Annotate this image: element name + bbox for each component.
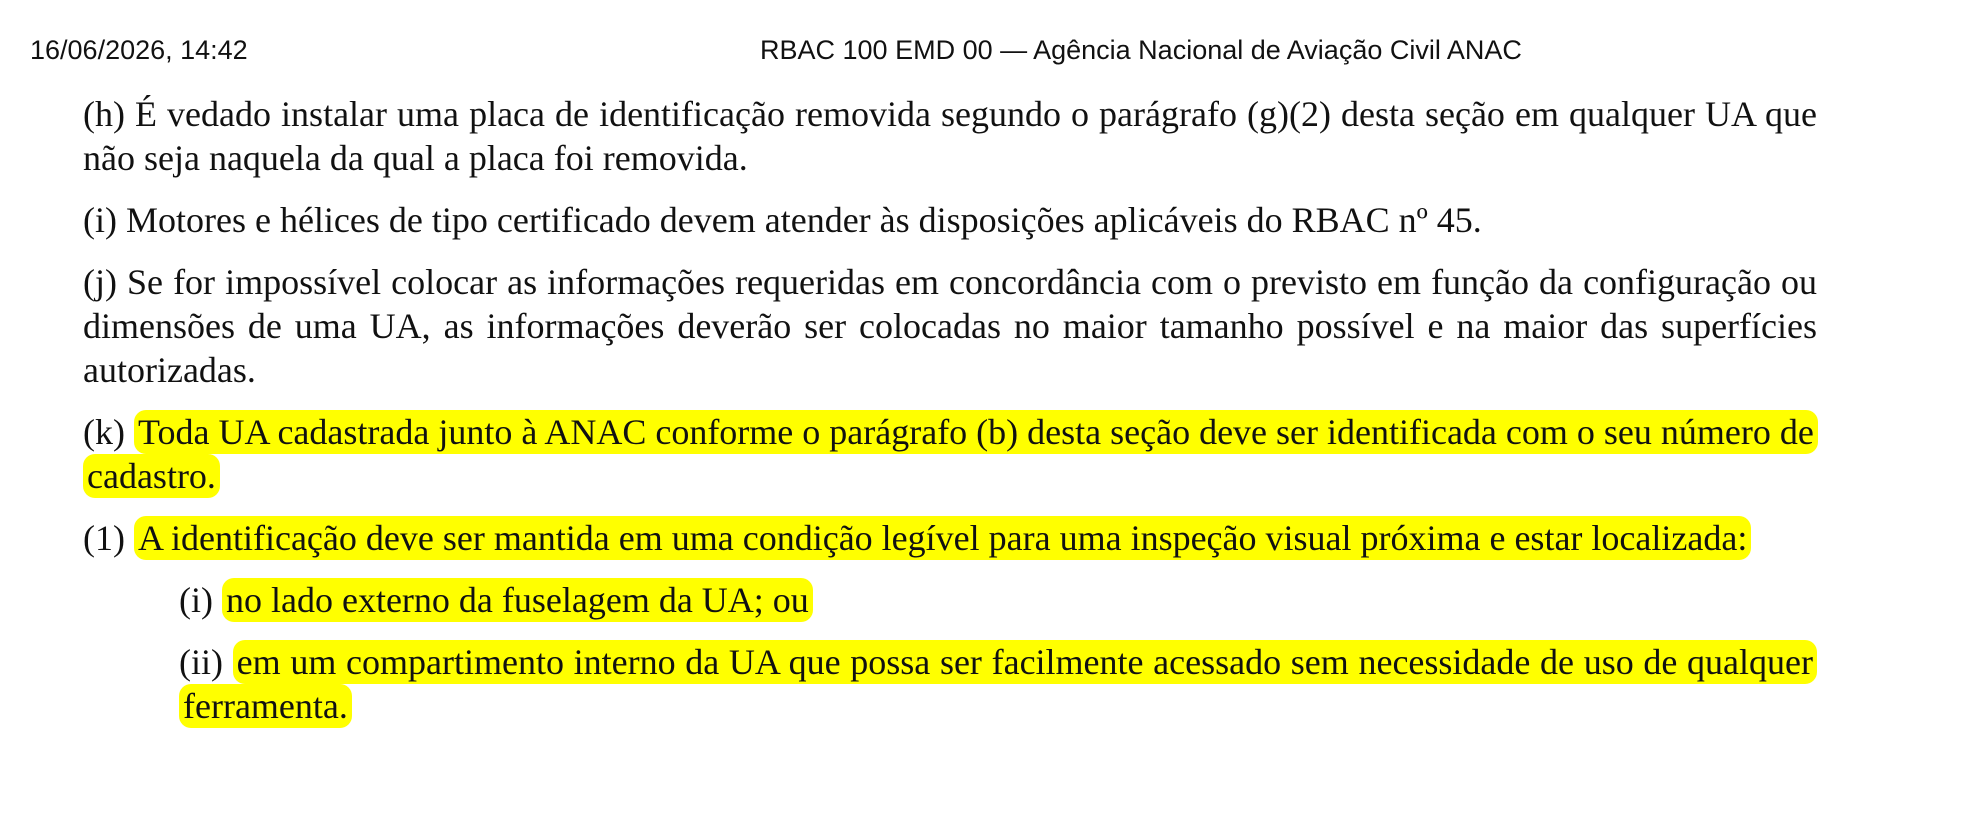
paragraph-marker: (1) (83, 518, 125, 558)
highlighted-text[interactable]: A identificação deve ser mantida em uma condição legível para uma inspeção visual próxima e estar localizada: (134, 516, 1751, 560)
paragraph-marker: (h) (83, 94, 125, 134)
paragraph-j (83, 260, 1817, 392)
highlighted-text[interactable]: em um compartimento interno da UA que possa ser facilmente acessado sem necessidade de uso de qualquer ferramenta. (179, 640, 1817, 728)
paragraph-h (83, 92, 1817, 180)
paragraph-text: Motores e hélices de tipo certificado devem atender às disposições aplicáveis do RBAC nº 45. (125, 200, 1482, 240)
paragraph-i (83, 198, 1817, 242)
print-date: 16/06/2026, 14:42 (30, 35, 248, 65)
paragraph-marker: (ii) (179, 642, 223, 682)
paragraph-marker: (j) (83, 262, 117, 302)
paragraph-k (83, 410, 1817, 498)
paragraph-marker: (i) (179, 580, 213, 620)
paragraph-k-1-ii (179, 640, 1817, 728)
paragraph-k-1-i (179, 578, 1817, 622)
paragraph-marker: (i) (83, 200, 117, 240)
print-document-title: RBAC 100 EMD 00 — Agência Nacional de Aviação Civil ANAC (760, 35, 1522, 65)
paragraph-text: É vedado instalar uma placa de identificação removida segundo o parágrafo (g)(2) desta seção em qualquer UA que não seja naquela da qual a placa foi removida. (83, 94, 1817, 178)
print-header (0, 33, 1972, 67)
paragraph-text: Se for impossível colocar as informações requeridas em concordância com o previsto em função da configuração ou dimensões de uma UA, as informações deverão ser colocadas no maior tamanho possível e na maior das superfícies autorizadas. (83, 262, 1818, 390)
paragraph-k-1 (83, 516, 1817, 560)
highlighted-text[interactable]: no lado externo da fuselagem da UA; ou (222, 578, 813, 622)
highlighted-text[interactable]: Toda UA cadastrada junto à ANAC conforme o parágrafo (b) desta seção deve ser identificada com o seu número de cadastro. (83, 410, 1818, 498)
document-body (83, 92, 1817, 746)
paragraph-marker: (k) (83, 412, 125, 452)
